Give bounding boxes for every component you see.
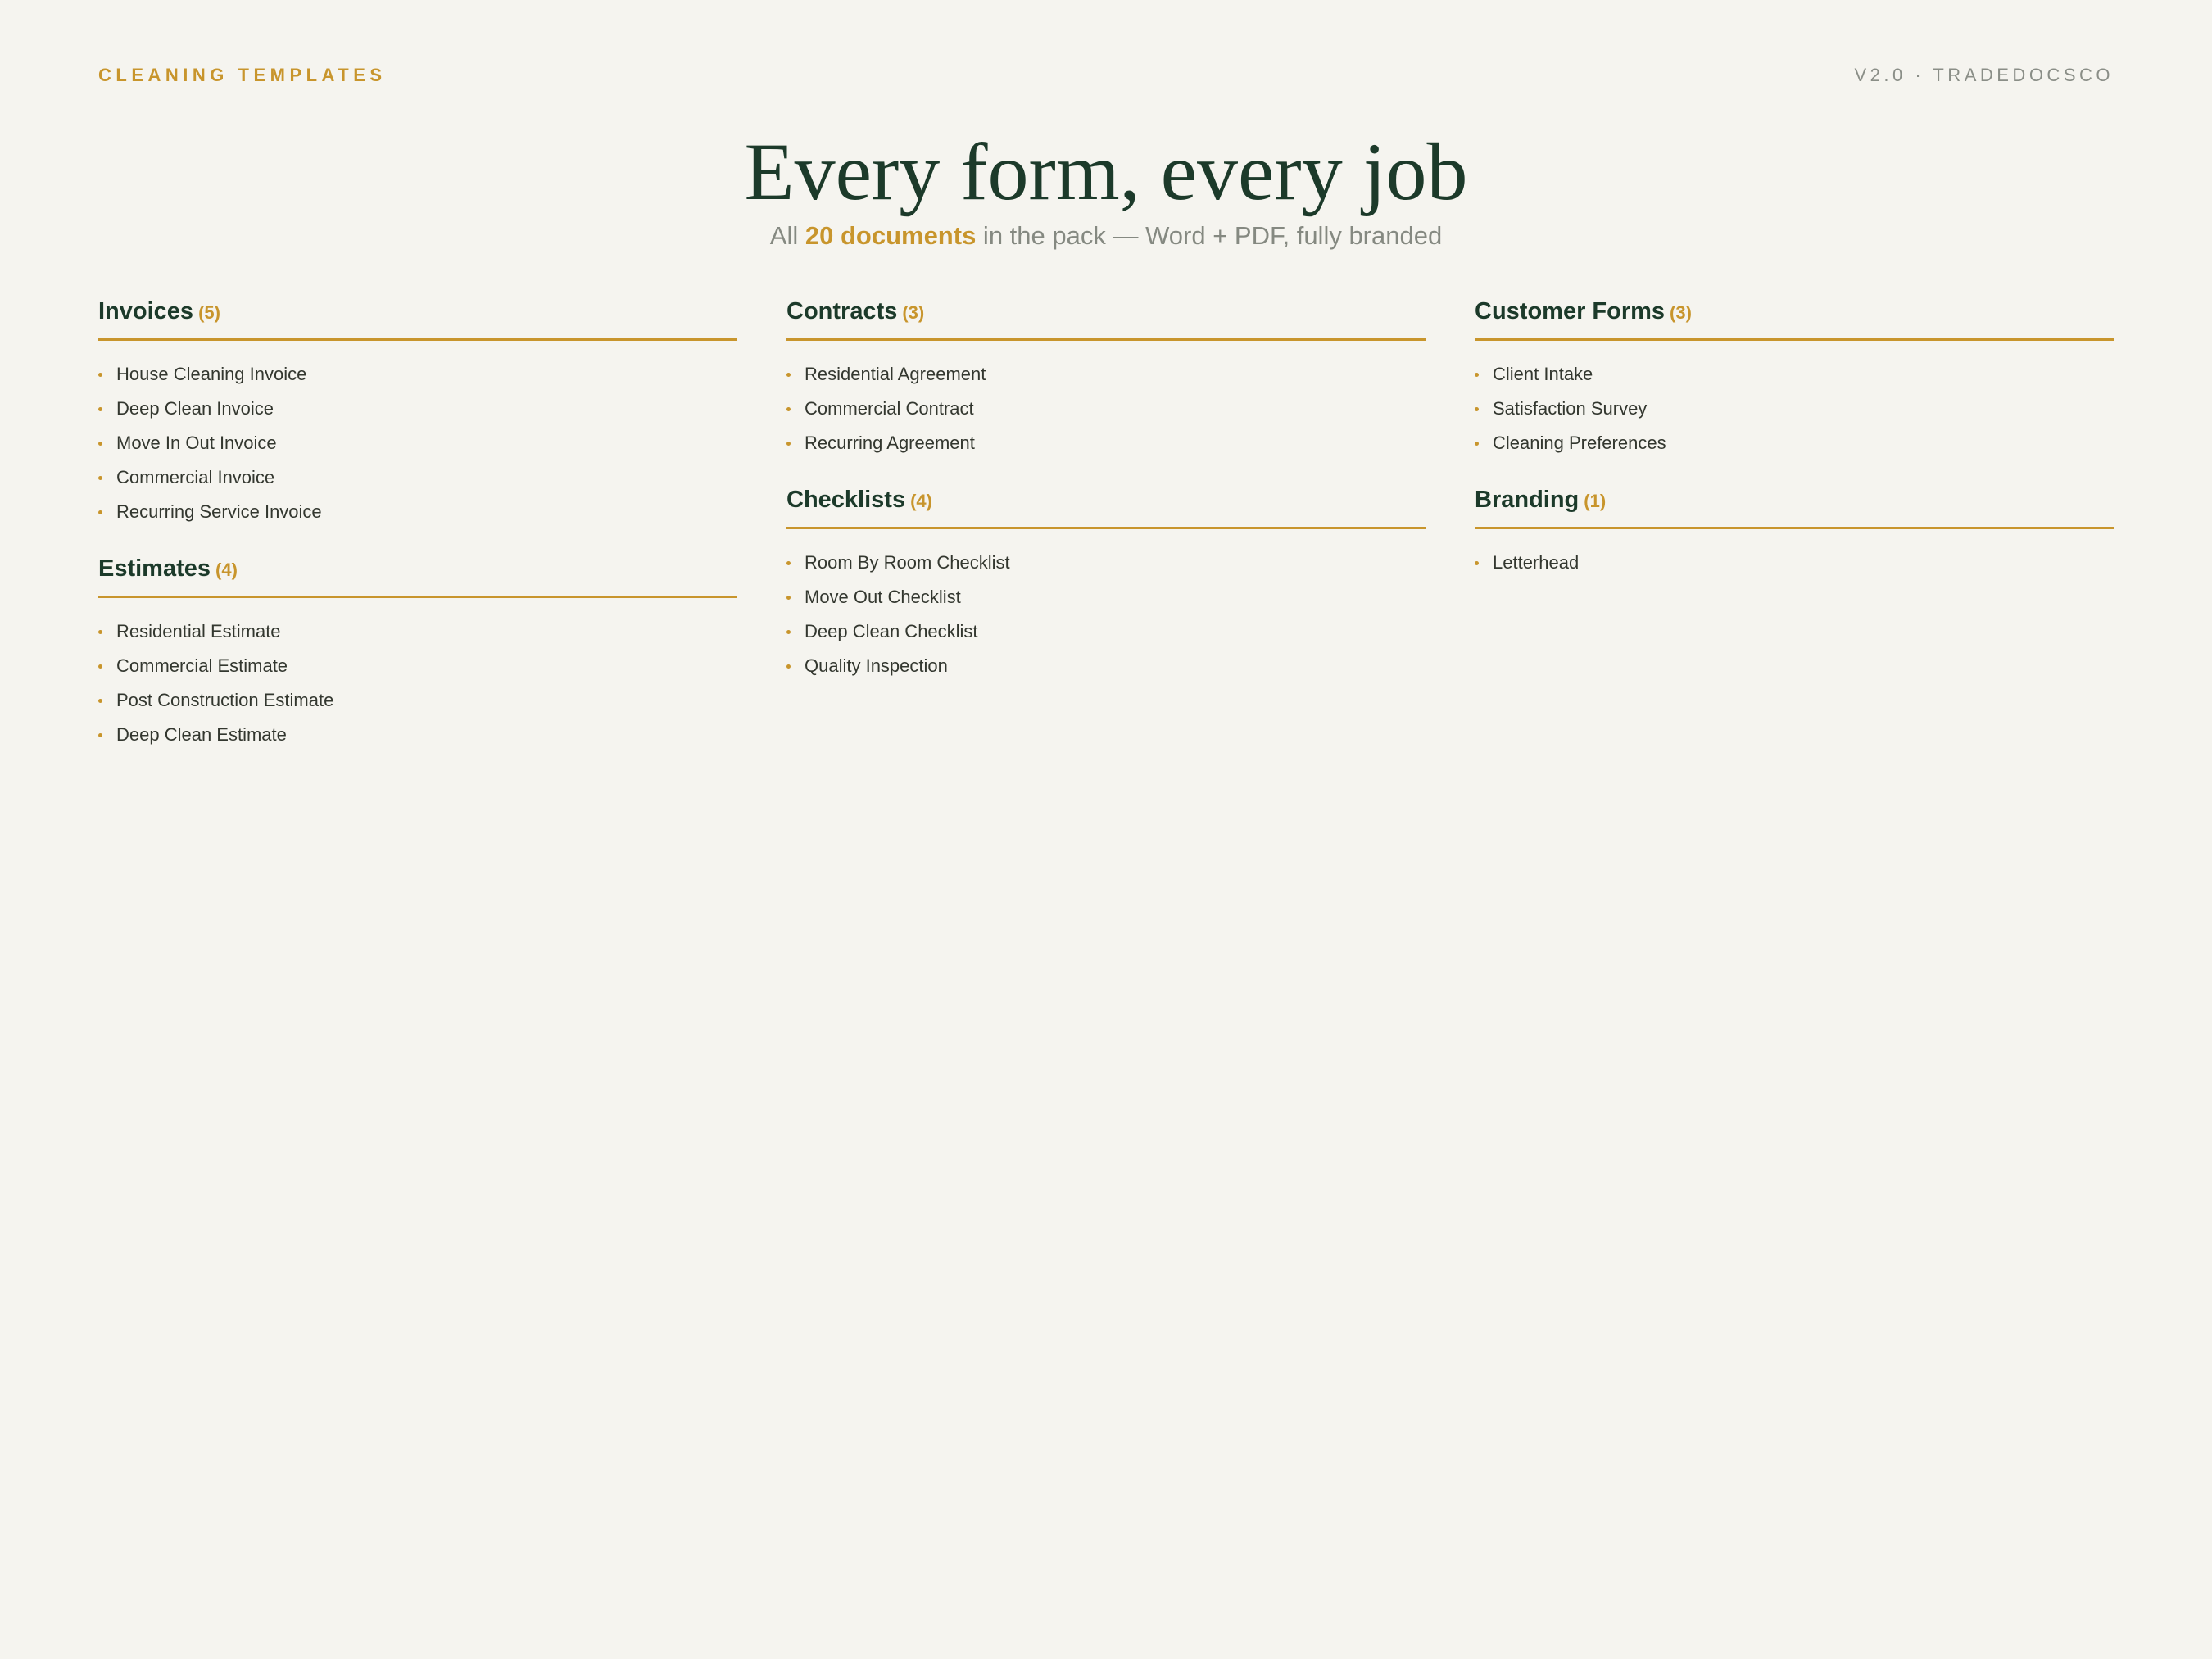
version-label: V2.0 · TRADEDOCSCO bbox=[1854, 65, 2114, 85]
list-item: Satisfaction Survey bbox=[1475, 392, 2114, 426]
section-branding bbox=[1475, 483, 2114, 580]
list-item: Move Out Checklist bbox=[786, 580, 1426, 614]
list-item: Letterhead bbox=[1475, 546, 2114, 580]
section-count: (3) bbox=[902, 302, 925, 323]
list-item: Post Construction Estimate bbox=[98, 683, 737, 718]
section-invoices bbox=[98, 295, 737, 529]
section-count: (3) bbox=[1670, 302, 1692, 323]
document-count: 20 documents bbox=[805, 221, 977, 250]
column-1 bbox=[98, 295, 737, 775]
column-2 bbox=[786, 295, 1426, 775]
section-count: (1) bbox=[1584, 491, 1607, 511]
list-item: Quality Inspection bbox=[786, 649, 1426, 683]
list-item: Room By Room Checklist bbox=[786, 546, 1426, 580]
column-3 bbox=[1475, 295, 2114, 775]
list-item: Commercial Contract bbox=[786, 392, 1426, 426]
section-count: (4) bbox=[215, 560, 238, 580]
item-list bbox=[98, 357, 737, 529]
list-item: Deep Clean Checklist bbox=[786, 614, 1426, 649]
subtitle bbox=[0, 220, 2212, 252]
section-estimates bbox=[98, 552, 737, 752]
list-item: Residential Estimate bbox=[98, 614, 737, 649]
section-header bbox=[1475, 295, 2114, 341]
list-item: Recurring Agreement bbox=[786, 426, 1426, 460]
item-list bbox=[1475, 357, 2114, 460]
section-checklists bbox=[786, 483, 1426, 683]
list-item: Cleaning Preferences bbox=[1475, 426, 2114, 460]
subtitle-prefix: All bbox=[769, 221, 805, 250]
item-list bbox=[1475, 546, 2114, 580]
section-header bbox=[98, 295, 737, 341]
section-title: Contracts bbox=[786, 298, 898, 324]
list-item: Client Intake bbox=[1475, 357, 2114, 392]
list-item: Deep Clean Invoice bbox=[98, 392, 737, 426]
item-list bbox=[786, 546, 1426, 683]
section-count: (4) bbox=[910, 491, 932, 511]
section-count: (5) bbox=[198, 302, 220, 323]
list-item: Deep Clean Estimate bbox=[98, 718, 737, 752]
item-list bbox=[98, 614, 737, 752]
brand-label: CLEANING TEMPLATES bbox=[98, 65, 387, 85]
list-item: Residential Agreement bbox=[786, 357, 1426, 392]
section-contracts bbox=[786, 295, 1426, 460]
item-list bbox=[786, 357, 1426, 460]
section-title: Customer Forms bbox=[1475, 298, 1666, 324]
list-item: House Cleaning Invoice bbox=[98, 357, 737, 392]
page-title: Every form, every job bbox=[744, 126, 1468, 217]
section-header bbox=[1475, 483, 2114, 529]
category-columns bbox=[98, 295, 2114, 775]
list-item: Recurring Service Invoice bbox=[98, 495, 737, 529]
subtitle-suffix: in the pack — Word + PDF, fully branded bbox=[976, 221, 1443, 250]
section-customer-forms bbox=[1475, 295, 2114, 460]
list-item: Commercial Invoice bbox=[98, 460, 737, 495]
section-title: Branding bbox=[1475, 487, 1580, 513]
section-title: Invoices bbox=[98, 298, 194, 324]
section-header bbox=[98, 552, 737, 598]
list-item: Move In Out Invoice bbox=[98, 426, 737, 460]
section-title: Estimates bbox=[98, 555, 211, 582]
section-header bbox=[786, 483, 1426, 529]
list-item: Commercial Estimate bbox=[98, 649, 737, 683]
section-title: Checklists bbox=[786, 487, 906, 513]
section-header bbox=[786, 295, 1426, 341]
